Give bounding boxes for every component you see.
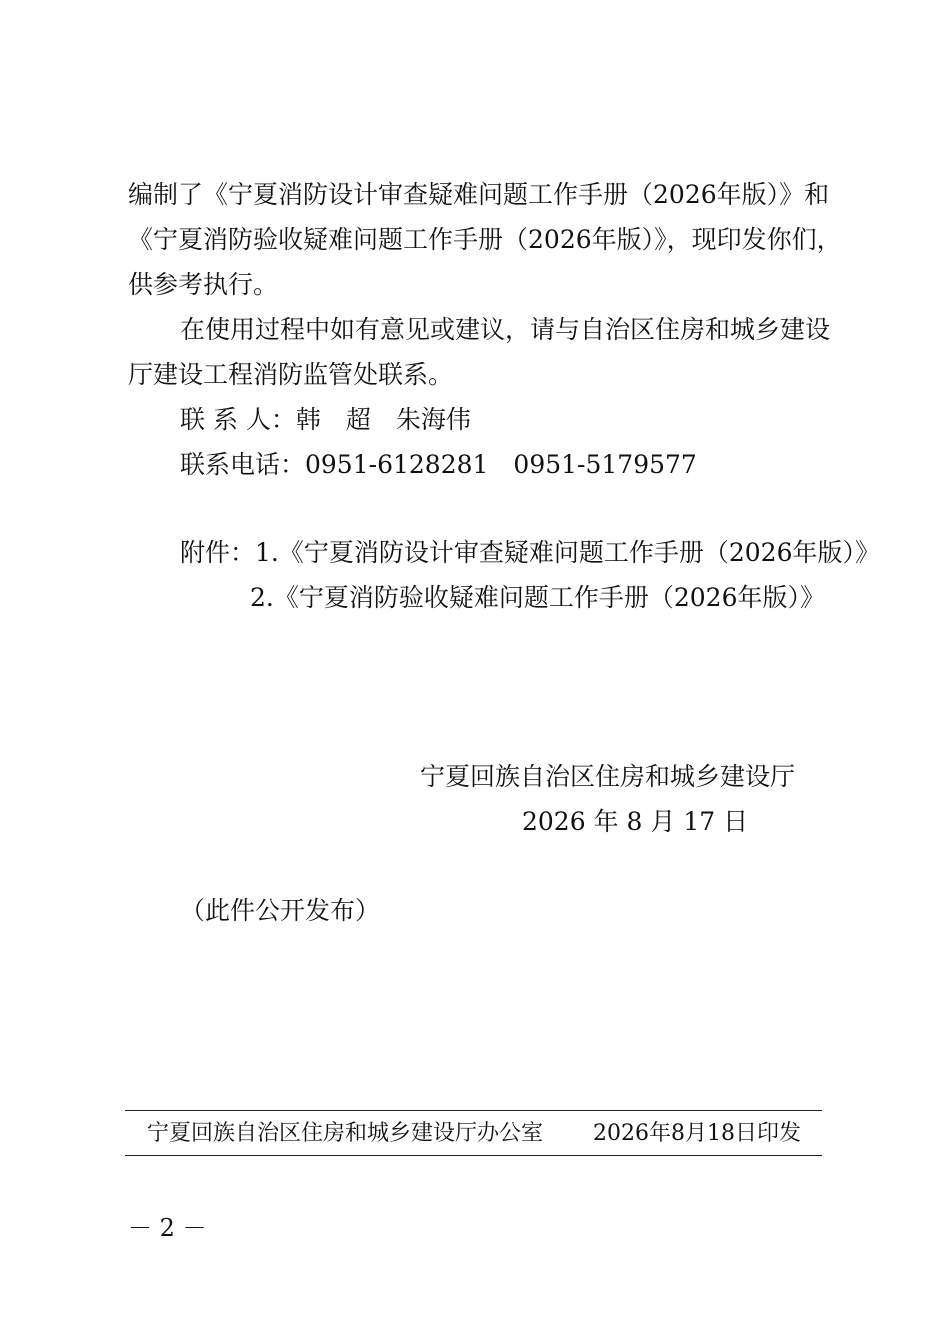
footer-bottom-rule	[125, 1155, 822, 1156]
footer-top-rule	[125, 1110, 822, 1111]
body-paragraph-2-line-1: 在使用过程中如有意见或建议，请与自治区住房和城乡建设	[180, 315, 831, 344]
contact-phone: 联系电话：0951-6128281 0951-5179577	[180, 450, 697, 479]
issuer-signature: 宁夏回族自治区住房和城乡建设厅	[420, 762, 796, 791]
body-paragraph-1-line-1: 编制了《宁夏消防设计审查疑难问题工作手册（2026年版）》和	[128, 180, 830, 209]
publication-note: （此件公开发布）	[180, 896, 381, 925]
footer-print-date: 2026年8月18日印发	[593, 1121, 801, 1146]
page-number: － 2 －	[128, 1214, 207, 1242]
footer-office: 宁夏回族自治区住房和城乡建设厅办公室	[147, 1121, 544, 1146]
body-paragraph-1-line-2: 《宁夏消防验收疑难问题工作手册（2026年版）》，现印发你们，	[128, 225, 842, 254]
contact-person: 联 系 人：韩 超 朱海伟	[180, 405, 471, 434]
attachment-item-1: 附件：1.《宁夏消防设计审查疑难问题工作手册（2026年版）》	[180, 538, 880, 567]
body-paragraph-1-line-3: 供参考执行。	[128, 270, 279, 299]
body-paragraph-2-line-2: 厅建设工程消防监管处联系。	[128, 360, 454, 389]
attachment-item-2: 2.《宁夏消防验收疑难问题工作手册（2026年版）》	[250, 583, 825, 612]
issue-date: 2026 年 8 月 17 日	[522, 807, 749, 836]
